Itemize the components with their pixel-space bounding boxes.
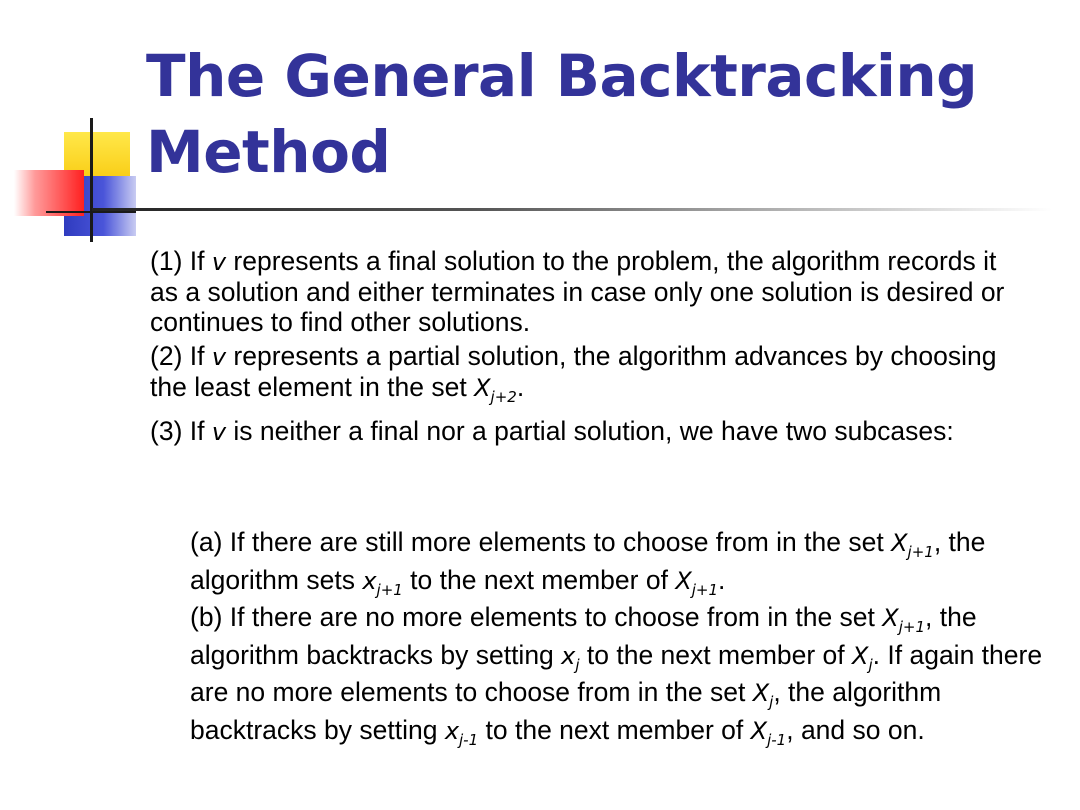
math-X: X — [852, 641, 869, 670]
logo-vertical-line — [90, 118, 93, 242]
subcase-b — [190, 604, 1050, 754]
math-subscript: j+1 — [907, 543, 934, 561]
math-subscript: j-1 — [767, 730, 787, 749]
math-X: X — [882, 604, 899, 632]
subcases — [190, 529, 1050, 754]
math-subscript: j-1 — [459, 730, 479, 749]
text: to the next member of — [478, 714, 751, 745]
math-subscript: j+1 — [898, 618, 926, 636]
slide-title — [146, 38, 1046, 190]
title-underline — [92, 208, 1052, 211]
text: to the next member of — [579, 639, 853, 670]
slide-title-line1: The General Backtracking — [146, 42, 978, 110]
math-subscript: j — [868, 655, 873, 674]
math-v: v — [211, 418, 227, 446]
text: represents a final solution to the problem, the algorithm records it as a solution and either terminates in case only one solution is desired or continues to find other solutions. — [150, 246, 1005, 337]
math-X: X — [752, 679, 770, 707]
math-v: v — [211, 248, 227, 276]
math-v: v — [211, 343, 227, 371]
text: to the next member of — [402, 564, 676, 595]
text: (b) If there are no more elements to choose from in the set — [190, 602, 883, 632]
logo-horizontal-line — [46, 211, 136, 213]
paragraph-2 — [150, 341, 1030, 412]
math-X: X — [891, 529, 908, 557]
math-x: x — [561, 641, 576, 670]
math-X: X — [750, 716, 768, 745]
text: is neither a final nor a partial solution, we have two subcases: — [226, 416, 954, 446]
text: , and so on. — [786, 714, 925, 745]
text: (a) If there are still more elements to choose from in the set — [190, 527, 892, 557]
math-X: X — [675, 566, 692, 595]
text: (3) If — [150, 416, 212, 446]
math-x: x — [362, 566, 377, 595]
text: (1) If — [150, 246, 212, 276]
text: . — [516, 372, 525, 402]
paragraph-1 — [150, 246, 1030, 337]
subcase-a — [190, 529, 1050, 604]
text: . — [718, 564, 726, 595]
logo-red-square — [14, 170, 84, 216]
math-subscript: j — [769, 693, 774, 711]
math-x: x — [444, 716, 460, 745]
math-subscript: j+1 — [691, 580, 719, 599]
text: (2) If — [150, 341, 212, 371]
paragraph-3 — [150, 416, 1030, 447]
slide-title-line2: Method — [146, 118, 391, 186]
text: , the algorithm backtracks by setting — [190, 602, 977, 670]
math-X: X — [474, 374, 491, 402]
text: represents a partial solution, the algorithm advances by choosing the least element in the set — [150, 341, 997, 402]
slide-body — [150, 246, 1030, 451]
text: , the algorithm sets — [190, 527, 986, 595]
math-subscript: j — [575, 655, 580, 674]
text: . If again there are no more elements to choose from in the set — [190, 639, 1043, 707]
text: , the algorithm backtracks by setting — [190, 677, 942, 745]
math-subscript: j+1 — [376, 580, 403, 599]
math-subscript: j+2 — [490, 388, 517, 406]
